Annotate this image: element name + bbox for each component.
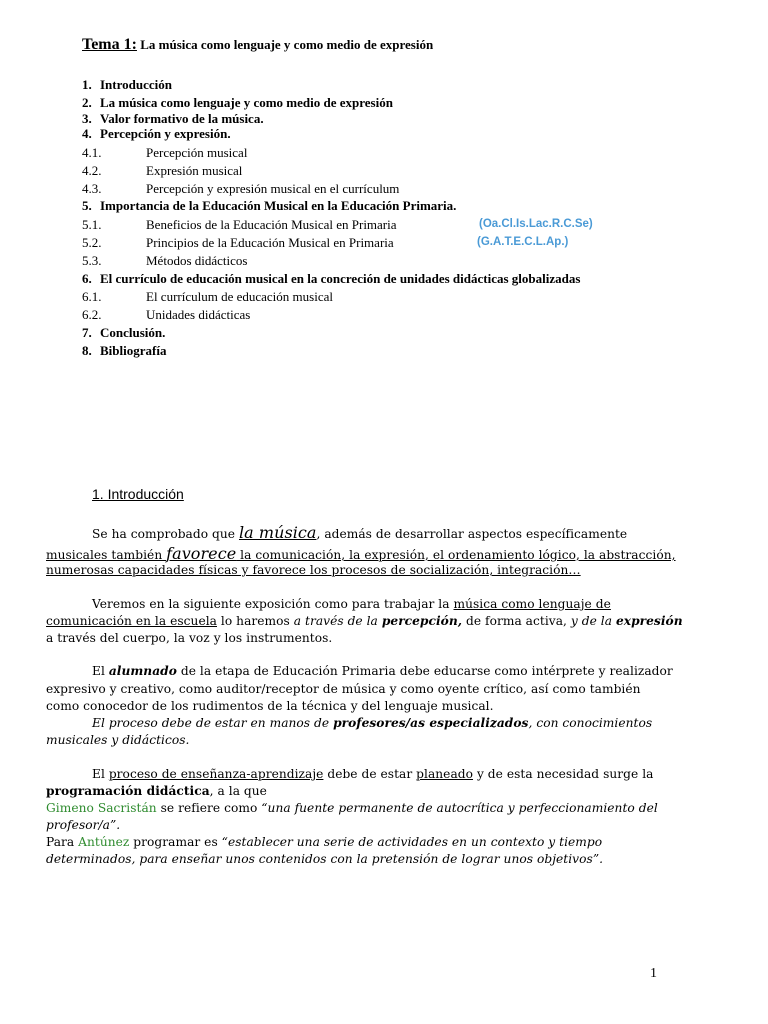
title-tema: Tema 1:	[82, 36, 137, 53]
text-line: a través del cuerpo, la voz y los instrumentos.	[46, 631, 333, 645]
text-line: Para Antúnez programar es “establecer una serie de actividades en un contexto y tiempo	[46, 835, 603, 849]
text-line: El proceso debe de estar en manos de profesores/as especializados, con conocimientos	[92, 716, 653, 730]
text-line: El proceso de enseñanza-aprendizaje debe de estar planeado y de esta necesidad surge la	[92, 767, 654, 781]
toc-item: 8. Bibliografía	[82, 343, 167, 358]
text-line: profesor/a”.	[46, 818, 121, 832]
text-line: Veremos en la siguiente exposición como para trabajar la música como lenguaje de	[92, 597, 611, 611]
section-heading: 1. Introducción	[92, 486, 184, 502]
toc-item: 1. Introducción	[82, 77, 172, 92]
toc-subitem: 4.2. Expresión musical	[82, 163, 243, 178]
toc-subitem: 5.3. Métodos didácticos	[82, 253, 248, 268]
author-gimeno: Gimeno Sacristán	[46, 801, 157, 815]
toc-subitem: 5.2. Principios de la Educación Musical en Primaria	[82, 235, 394, 250]
toc-item: 3. Valor formativo de la música.	[82, 111, 264, 126]
text-line: programación didáctica, a la que	[46, 784, 267, 798]
text-line: determinados, para enseñar unos contenidos con la pretensión de lograr unos objetivos”.	[46, 852, 604, 866]
page-number: 1	[650, 966, 657, 981]
toc-item: 7. Conclusión.	[82, 325, 166, 340]
toc-subitem: 4.3. Percepción y expresión musical en el currículum	[82, 181, 400, 196]
toc-item: 4. Percepción y expresión.	[82, 126, 231, 141]
text-line: comunicación en la escuela lo haremos a través de la percepción, de forma activa, y de la expresión	[46, 614, 683, 628]
toc-item: 2. La música como lenguaje y como medio de expresión	[82, 95, 393, 110]
text-line: Gimeno Sacristán se refiere como “una fuente permanente de autocrítica y perfeccionamiento del	[46, 801, 658, 815]
text-line: musicales también favorece la comunicación, la expresión, el ordenamiento lógico, la abstracción,	[46, 544, 676, 563]
text-line: expresivo y creativo, como auditor/receptor de música y como oyente crítico, así como también	[46, 682, 641, 696]
toc-item: 5. Importancia de la Educación Musical en la Educación Primaria.	[82, 198, 457, 213]
toc-subitem: 6.2. Unidades didácticas	[82, 307, 251, 322]
title-text: La música como lenguaje y como medio de expresión	[140, 37, 434, 52]
page-title	[82, 36, 433, 54]
toc-subitem: 5.1. Beneficios de la Educación Musical en Primaria	[82, 217, 397, 232]
toc-code-5-1: (Oa.Cl.Is.Lac.R.C.Se)	[479, 218, 593, 230]
text-line: musicales y didácticos.	[46, 733, 190, 747]
toc-code-5-2: (G.A.T.E.C.L.Ap.)	[477, 236, 569, 248]
toc-item: 6. El currículo de educación musical en la concreción de unidades didácticas globalizadas	[82, 271, 581, 286]
text-line: Se ha comprobado que la música, además de desarrollar aspectos específicamente	[92, 523, 628, 542]
text-line: El alumnado de la etapa de Educación Primaria debe educarse como intérprete y realizador	[92, 664, 673, 678]
toc-subitem: 4.1. Percepción musical	[82, 145, 248, 160]
toc-subitem: 6.1. El currículum de educación musical	[82, 289, 333, 304]
text-line: como conocedor de los rudimentos de la técnica y del lenguaje musical.	[46, 699, 494, 713]
author-antunez: Antúnez	[78, 835, 130, 849]
text-line: numerosas capacidades físicas y favorece los procesos de socialización, integración…	[46, 563, 581, 577]
